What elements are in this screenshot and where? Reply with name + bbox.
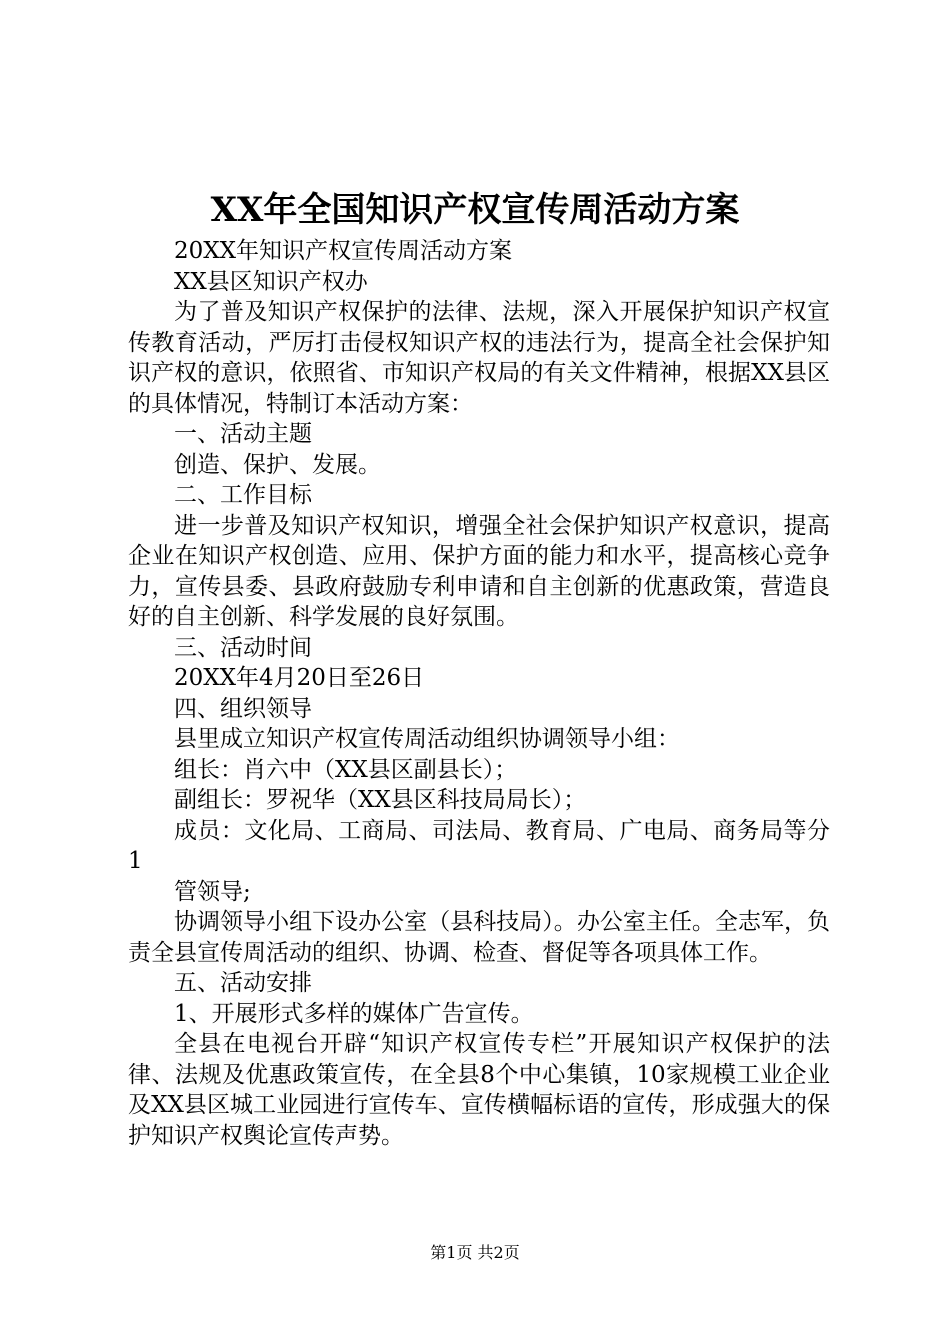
paragraph: 1、开展形式多样的媒体广告宣传。 xyxy=(174,1000,534,1027)
section-heading: 一、活动主题 xyxy=(174,421,312,447)
paragraph: 协调领导小组下设办公室（县科技局）。办公室主任。全志军，负责全县宣传周活动的组织、协调、检查、督促等各项具体工作。 xyxy=(128,909,830,966)
paragraph: 县里成立知识产权宣传周活动组织协调领导小组： xyxy=(174,726,680,752)
paragraph: 管领导; xyxy=(174,878,251,905)
section-heading: 四、组织领导 xyxy=(174,695,312,722)
section-heading: 五、活动安排 xyxy=(174,970,312,996)
paragraph: 组长：肖六中（XX县区副县长）； xyxy=(174,756,518,783)
paragraph: 全县在电视台开辟“知识产权宣传专栏”开展知识产权保护的法律、法规及优惠政策宣传，在全县8个中心集镇，10家规模工业企业及XX县区城工业园进行宣传车、宣传横幅标语的宣传，形成强大的保护知识产权舆论宣传声势。 xyxy=(128,1031,830,1149)
section-heading: 三、活动时间 xyxy=(174,634,312,661)
paragraph: 创造、保护、发展。 xyxy=(174,451,381,478)
paragraph: 20XX年知识产权宣传周活动方案 xyxy=(174,238,513,264)
paragraph: XX县区知识产权办 xyxy=(174,268,368,295)
paragraph: 进一步普及知识产权知识，增强全社会保护知识产权意识，提高企业在知识产权创造、应用、保护方面的能力和水平，提高核心竞争力，宣传县委、县政府鼓励专利申请和自主创新的优惠政策，营造良好的自主创新、科学发展的良好氛围。 xyxy=(128,512,830,630)
document-title: XX年全国知识产权宣传周活动方案 xyxy=(210,190,740,230)
paragraph: 成员：文化局、工商局、司法局、教育局、广电局、商务局等分1 xyxy=(128,817,830,874)
paragraph: 副组长：罗祝华（XX县区科技局局长）； xyxy=(174,787,587,813)
paragraph: 为了普及知识产权保护的法律、法规，深入开展保护知识产权宣传教育活动，严厉打击侵权知识产权的违法行为，提高全社会保护知识产权的意识，依照省、市知识产权局的有关文件精神，根据XX县区的具体情况，特制订本活动方案： xyxy=(128,299,830,417)
section-heading: 二、工作目标 xyxy=(174,482,312,508)
page-footer: 第1页 共2页 xyxy=(430,1243,520,1262)
paragraph: 20XX年4月20日至26日 xyxy=(174,665,425,691)
document-body xyxy=(128,236,830,1151)
